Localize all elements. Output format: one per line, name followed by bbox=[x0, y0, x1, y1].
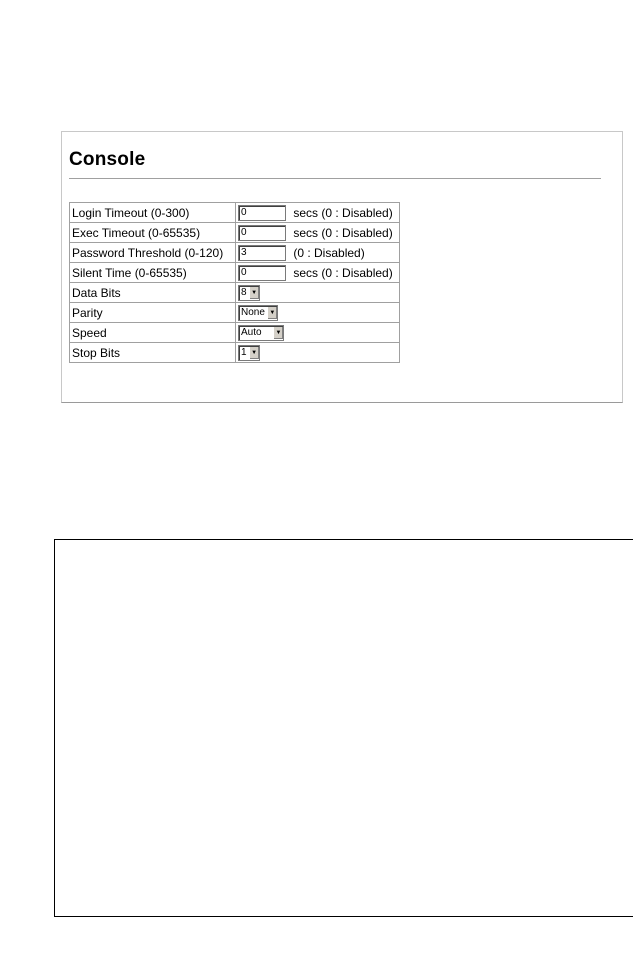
stop-bits-select[interactable] bbox=[238, 345, 260, 361]
speed-value: Auto bbox=[241, 327, 262, 338]
table-row-password-threshold bbox=[70, 243, 400, 263]
exec-timeout-input[interactable] bbox=[238, 225, 286, 241]
silent-time-input[interactable] bbox=[238, 265, 286, 281]
page-title: Console bbox=[69, 149, 146, 170]
parity-cell bbox=[236, 303, 400, 323]
chevron-down-icon[interactable]: ▼ bbox=[273, 327, 283, 339]
silent-time-unit: secs (0 : Disabled) bbox=[293, 265, 393, 280]
table-row-parity bbox=[70, 303, 400, 323]
login-timeout-cell bbox=[236, 203, 400, 223]
data-bits-label: Data Bits bbox=[70, 283, 236, 303]
password-threshold-unit: (0 : Disabled) bbox=[293, 245, 365, 260]
password-threshold-label: Password Threshold (0-120) bbox=[70, 243, 236, 263]
table-row-speed bbox=[70, 323, 400, 343]
speed-label: Speed bbox=[70, 323, 236, 343]
table-row-data-bits bbox=[70, 283, 400, 303]
stop-bits-value: 1 bbox=[241, 347, 247, 358]
login-timeout-unit: secs (0 : Disabled) bbox=[293, 205, 393, 220]
console-panel bbox=[61, 131, 623, 403]
data-bits-cell bbox=[236, 283, 400, 303]
chevron-down-icon[interactable]: ▼ bbox=[249, 287, 259, 299]
password-threshold-cell bbox=[236, 243, 400, 263]
table-row-login-timeout bbox=[70, 203, 400, 223]
table-row-exec-timeout bbox=[70, 223, 400, 243]
stop-bits-cell bbox=[236, 343, 400, 363]
silent-time-label: Silent Time (0-65535) bbox=[70, 263, 236, 283]
parity-select[interactable] bbox=[238, 305, 278, 321]
login-timeout-label: Login Timeout (0-300) bbox=[70, 203, 236, 223]
table-row-silent-time bbox=[70, 263, 400, 283]
title-divider bbox=[69, 178, 601, 180]
exec-timeout-label: Exec Timeout (0-65535) bbox=[70, 223, 236, 243]
silent-time-cell bbox=[236, 263, 400, 283]
data-bits-select[interactable] bbox=[238, 285, 260, 301]
parity-value: None bbox=[241, 307, 265, 318]
speed-select[interactable] bbox=[238, 325, 284, 341]
speed-cell bbox=[236, 323, 400, 343]
console-settings-table bbox=[69, 202, 400, 363]
exec-timeout-cell bbox=[236, 223, 400, 243]
data-bits-value: 8 bbox=[241, 287, 247, 298]
password-threshold-input[interactable] bbox=[238, 245, 286, 261]
exec-timeout-unit: secs (0 : Disabled) bbox=[293, 225, 393, 240]
table-row-stop-bits bbox=[70, 343, 400, 363]
login-timeout-input[interactable] bbox=[238, 205, 286, 221]
chevron-down-icon[interactable]: ▼ bbox=[249, 347, 259, 359]
empty-frame bbox=[54, 539, 633, 917]
chevron-down-icon[interactable]: ▼ bbox=[267, 307, 277, 319]
parity-label: Parity bbox=[70, 303, 236, 323]
stop-bits-label: Stop Bits bbox=[70, 343, 236, 363]
